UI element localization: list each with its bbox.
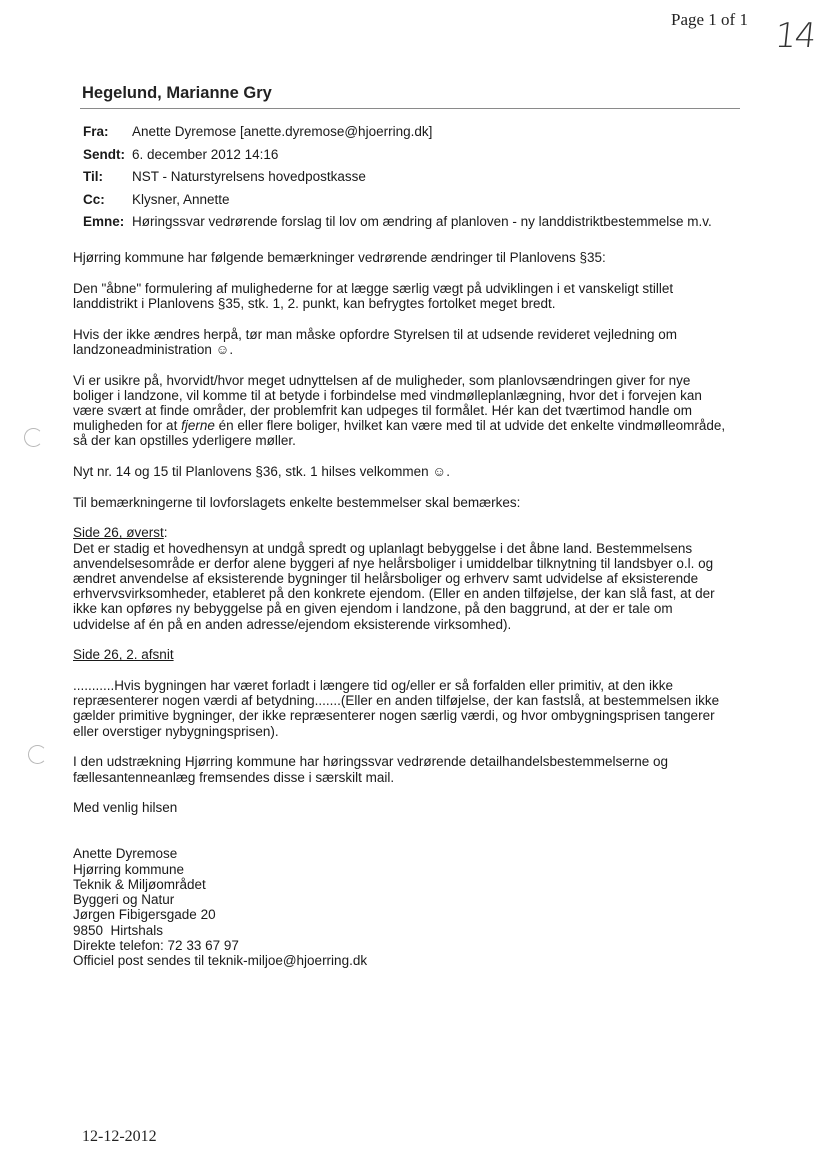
header-to — [83, 166, 712, 189]
header-value: Klysner, Annette — [132, 191, 230, 207]
section-heading-colon: : — [163, 525, 168, 541]
header-value: Høringssvar vedrørende forslag til lov om ændring af planloven - ny landdistriktbestemmelse m.v. — [132, 214, 712, 229]
header-label: Emne: — [83, 214, 125, 229]
signature-line: Hjørring kommune — [73, 861, 185, 877]
section-heading: Side 26, øverst — [73, 525, 164, 541]
email-headers — [83, 121, 712, 234]
header-value: NST - Naturstyrelsens hovedpostkasse — [132, 169, 366, 184]
signature-line: Officiel post sendes til teknik-miljoe@hjoerring.dk — [73, 952, 368, 968]
header-label: Til: — [83, 169, 103, 184]
header-sent — [83, 144, 712, 167]
page-number: Page 1 of 1 — [671, 10, 748, 29]
closing: Med venlig hilsen — [73, 800, 178, 816]
header-value: Anette Dyremose [anette.dyremose@hjoerring.dk] — [132, 124, 433, 139]
punch-hole-mark — [28, 745, 47, 764]
signature-line: Byggeri og Natur — [73, 892, 175, 908]
signature-line: Jørgen Fibigersgade 20 — [73, 907, 216, 923]
signature-line: Anette Dyremose — [73, 846, 178, 862]
body-text: Vi er usikre på, hvorvidt/hvor meget udnyttelsen af de muligheder, som planlovsændringen giver for nye boliger i landzone, vil komme til at betyde i forbindelse med vindmølleplanlægning, hvor det i forvejen kan være svært at finde områder, der problemfrit kan udpeges til formålet. Hér kan det tværtimod handle om muligheden for at — [73, 372, 702, 434]
body-paragraph — [73, 373, 763, 449]
header-label: Fra: — [83, 124, 109, 139]
section-text: Det er stadig et hovedhensyn at undgå spredt og uplanlagt bebyggelse i det åbne land. Bestemmelsens anvendelsesområde er derfor alene byggeri af nye helårsboliger i umiddelbar tilknytning til landsbyer o.l. og ændret anvendelse af eksisterende bygninger til helårsboliger og erhverv samt udvidelse af eksisterende erhvervsvirksomheder, etableret på den konkrete ejendom. (Eller en anden tilføjelse, der kan slå fast, at der ikke kan opføres ny bebyggelse på en given ejendom i landzone, på den baggrund, at der er tale om udvidelse af én på en anden adresse/ejendom eksisterende virksomhed). — [73, 540, 715, 632]
header-label: Sendt: — [83, 146, 125, 162]
email-body — [73, 250, 763, 968]
section-heading: Side 26, 2. afsnit — [73, 647, 174, 663]
header-label: Cc: — [83, 191, 105, 207]
body-text: én eller flere boliger, hvilket kan være med til at udvide det enkelte vindmølleområde, så der kan opstilles yderligere møller. — [73, 418, 726, 449]
section-text: ...........Hvis bygningen har været forladt i længere tid og/eller er så forfalden eller primitiv, at den ikke repræsenterer nogen værdi af betydning.......(Eller en anden tilføjelse, der kan fastslå, at bestemmelsen ikke gælder primitive bygninger, der ikke repræsenterer nogen særlig værdi, og hvor ombygningsprisen tangerer eller overstiger nybygningsprisen). — [73, 678, 720, 739]
body-paragraph: Hvis der ikke ændres herpå, tør man måske opfordre Styrelsen til at udsende revideret vejledning om landzoneadministration ☺. — [73, 326, 678, 357]
signature-line: Teknik & Miljøområdet — [73, 876, 206, 892]
body-paragraph: Til bemærkningerne til lovforslagets enkelte bestemmelser skal bemærkes: — [73, 494, 521, 510]
handwritten-page-number: 14 — [772, 16, 817, 56]
header-divider — [80, 108, 740, 109]
body-paragraph: Nyt nr. 14 og 15 til Planlovens §36, stk. 1 hilses velkommen ☺. — [73, 464, 450, 480]
header-cc — [83, 189, 712, 212]
emphasized-text: fjerne — [181, 418, 215, 434]
mailbox-owner-name: Hegelund, Marianne Gry — [82, 84, 272, 102]
header-from — [83, 121, 712, 144]
punch-hole-mark — [24, 428, 43, 447]
body-paragraph: Den "åbne" formulering af mulighederne for at lægge særlig vægt på udviklingen i et vanskeligt stillet landdistrikt i Planlovens §35, stk. 1, 2. punkt, kan befrygtes fortolket meget bredt. — [73, 280, 674, 311]
header-value: 6. december 2012 14:16 — [132, 146, 279, 162]
body-paragraph: Hjørring kommune har følgende bemærkninger vedrørende ændringer til Planlovens §35: — [73, 250, 606, 265]
date-stamp: 12-12-2012 — [82, 1128, 157, 1145]
header-subject — [83, 211, 712, 234]
signature-line: Direkte telefon: 72 33 67 97 — [73, 937, 239, 953]
signature-line: 9850 Hirtshals — [73, 922, 164, 938]
section-side-26-top — [73, 525, 763, 631]
signature — [73, 846, 763, 968]
body-paragraph: I den udstrækning Hjørring kommune har høringssvar vedrørende detailhandelsbestemmelserne og fællesantenneanlæg fremsendes disse i særskilt mail. — [73, 754, 669, 785]
